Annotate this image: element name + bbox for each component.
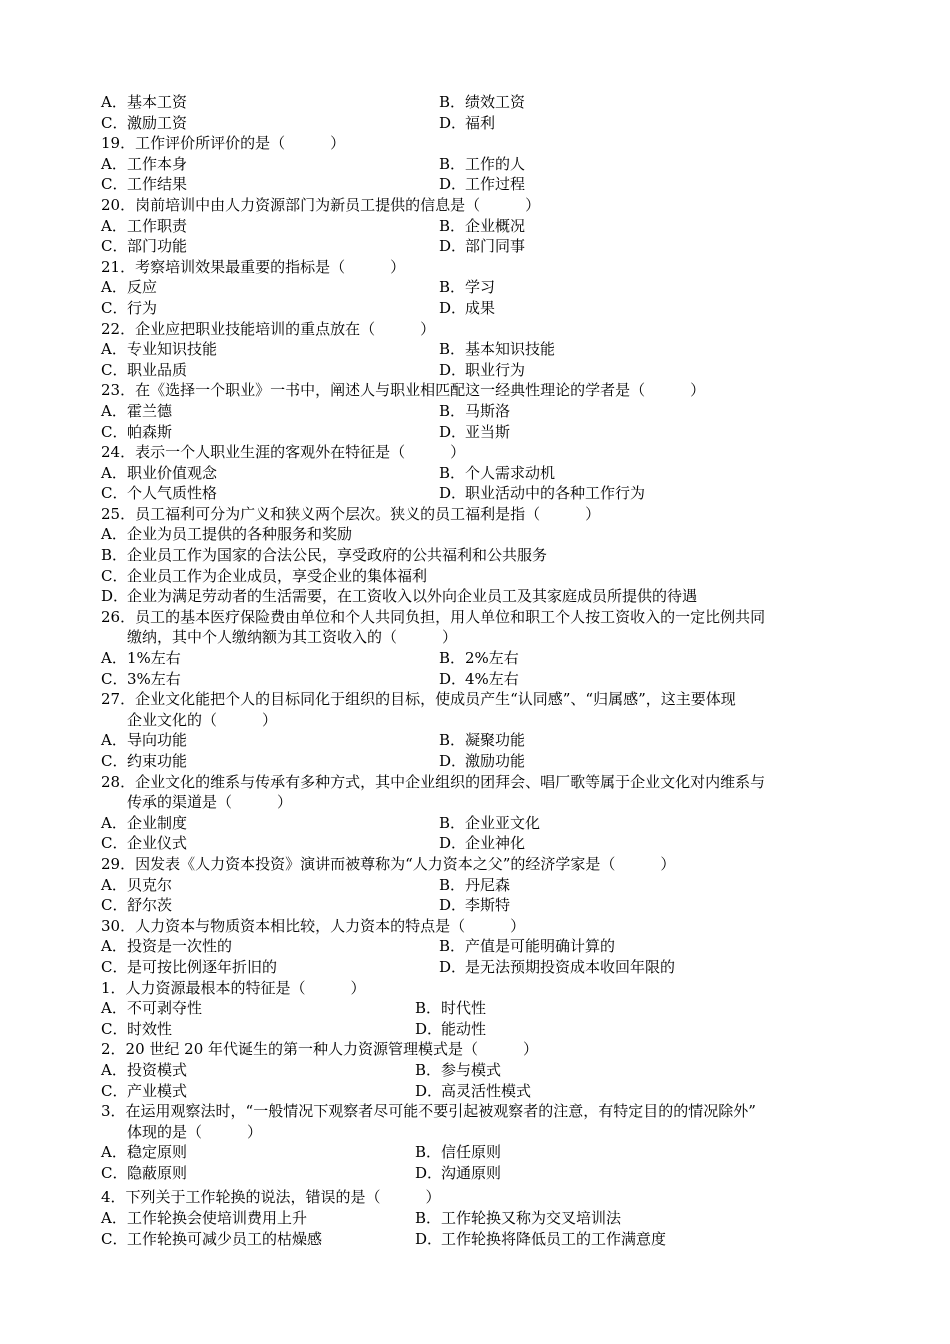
- answer-option: [439, 92, 525, 113]
- answer-option: [101, 216, 439, 237]
- answer-option: [415, 1081, 531, 1102]
- answer-option: [101, 483, 439, 504]
- option-text: 工作本身: [127, 154, 188, 173]
- answer-option: [101, 360, 439, 381]
- answer-option: [101, 339, 439, 360]
- option-letter: C．: [101, 1081, 128, 1100]
- option-letter: D．: [439, 422, 467, 441]
- question-stem-continued: 体现的是（ ）: [127, 1122, 263, 1141]
- option-row: [101, 813, 861, 834]
- question-stem: 29．因发表《人力资本投资》演讲而被尊称为“人力资本之父”的经济学家是（ ）: [101, 854, 676, 873]
- answer-option: [439, 422, 510, 443]
- option-row: [101, 1060, 861, 1081]
- option-text: 亚当斯: [465, 422, 511, 441]
- option-text: 稳定原则: [127, 1143, 188, 1162]
- option-text: 企业亚文化: [465, 813, 541, 832]
- question-stem: 4．下列关于工作轮换的说法，错误的是（ ）: [101, 1188, 441, 1207]
- question-stem: 1．人力资源最根本的特征是（ ）: [101, 978, 366, 997]
- option-text: 职业价值观念: [127, 463, 218, 482]
- option-text: 工作轮换又称为交叉培训法: [441, 1209, 622, 1228]
- question-stem: 21．考察培训效果最重要的指标是（ ）: [101, 257, 406, 276]
- answer-option: [101, 648, 439, 669]
- option-letter: A．: [101, 999, 127, 1018]
- answer-option: [439, 216, 525, 237]
- option-letter: C．: [101, 175, 128, 194]
- option-text: 行为: [127, 298, 158, 317]
- question-stem: 19．工作评价所评价的是（ ）: [101, 134, 346, 153]
- option-letter: C．: [101, 957, 128, 976]
- option-letter: D．: [439, 669, 467, 688]
- answer-option: [101, 298, 439, 319]
- answer-option: [415, 1163, 501, 1184]
- option-row: [101, 875, 861, 896]
- option-text: 是无法预期投资成本收回年限的: [465, 957, 676, 976]
- option-letter: D．: [439, 957, 467, 976]
- option-letter: D．: [415, 1229, 443, 1248]
- option-letter: B．: [415, 1143, 442, 1162]
- option-letter: A．: [101, 1209, 127, 1228]
- question-stem: 22．企业应把职业技能培训的重点放在（ ）: [101, 319, 436, 338]
- option-row: [101, 1142, 861, 1163]
- answer-option: [101, 113, 439, 134]
- option-text: 工作过程: [465, 175, 526, 194]
- option-letter: C．: [101, 566, 128, 585]
- option-letter: D．: [439, 113, 467, 132]
- option-row: [101, 422, 861, 443]
- option-letter: C．: [101, 1229, 128, 1248]
- option-text: 基本工资: [127, 93, 188, 111]
- option-text: 沟通原则: [441, 1163, 502, 1182]
- answer-option: [439, 401, 510, 422]
- option-text: 参与模式: [441, 1060, 502, 1079]
- option-text: 部门功能: [127, 237, 188, 256]
- answer-option: [439, 174, 525, 195]
- option-letter: C．: [101, 1019, 128, 1038]
- option-row: [101, 1163, 861, 1184]
- option-letter: D．: [415, 1019, 443, 1038]
- answer-option: [101, 875, 439, 896]
- answer-option: [101, 277, 439, 298]
- answer-option: [439, 833, 525, 854]
- option-letter: A．: [101, 154, 127, 173]
- option-letter: A．: [101, 813, 127, 832]
- option-letter: B．: [439, 216, 466, 235]
- option-letter: A．: [101, 875, 127, 894]
- answer-option: [101, 463, 439, 484]
- question-stem-continued: 传承的渠道是（ ）: [127, 793, 293, 812]
- option-text: 工作轮换将降低员工的工作满意度: [441, 1229, 667, 1248]
- option-text: 个人需求动机: [465, 463, 556, 482]
- answer-option: [101, 524, 861, 545]
- option-text: 职业行为: [465, 360, 526, 379]
- question-stem: 28．企业文化的维系与传承有多种方式，其中企业组织的团拜会、唱厂歌等属于企业文化对内维系与: [101, 772, 766, 791]
- option-text: 2%左右: [465, 649, 519, 668]
- option-letter: A．: [101, 93, 127, 111]
- answer-option: [101, 998, 415, 1019]
- question-stem: 30．人力资本与物质资本相比较，人力资本的特点是（ ）: [101, 916, 526, 935]
- option-letter: B．: [415, 999, 442, 1018]
- option-text: 凝聚功能: [465, 731, 526, 750]
- option-row: [101, 1019, 861, 1040]
- option-text: 约束功能: [127, 752, 188, 770]
- answer-option: [439, 648, 519, 669]
- option-text: 专业知识技能: [127, 340, 218, 359]
- answer-option: [439, 113, 495, 134]
- exam-document: [101, 92, 861, 1249]
- option-letter: D．: [439, 834, 467, 853]
- option-row: [101, 483, 861, 504]
- option-text: 产业模式: [127, 1081, 188, 1100]
- answer-option: [101, 751, 439, 772]
- answer-option: [101, 1060, 415, 1081]
- option-letter: D．: [439, 360, 467, 379]
- option-letter: C．: [101, 1163, 128, 1182]
- answer-option: [101, 813, 439, 834]
- option-letter: A．: [101, 731, 127, 750]
- option-letter: C．: [101, 298, 128, 317]
- option-letter: D．: [415, 1081, 443, 1100]
- option-row: [101, 360, 861, 381]
- option-text: 成果: [465, 298, 496, 317]
- answer-option: [101, 1081, 415, 1102]
- option-text: 工作职责: [127, 216, 188, 235]
- option-text: 时代性: [441, 999, 487, 1018]
- answer-option: [101, 154, 439, 175]
- option-text: 投资是一次性的: [127, 937, 233, 956]
- option-row: [101, 174, 861, 195]
- option-row: [101, 401, 861, 422]
- option-text: 职业品质: [127, 360, 188, 379]
- option-text: 马斯洛: [465, 401, 511, 420]
- option-row: [101, 339, 861, 360]
- answer-option: [101, 730, 439, 751]
- option-text: 投资模式: [127, 1060, 188, 1079]
- answer-option: [439, 339, 555, 360]
- option-letter: C．: [101, 484, 128, 503]
- option-text: 丹尼森: [465, 875, 511, 894]
- option-letter: A．: [101, 937, 127, 956]
- option-letter: B．: [439, 463, 466, 482]
- option-letter: C．: [101, 834, 128, 853]
- option-letter: B．: [415, 1209, 442, 1228]
- option-letter: C．: [101, 360, 128, 379]
- answer-option: [101, 401, 439, 422]
- option-row: [101, 1208, 861, 1229]
- option-text: 基本知识技能: [465, 340, 556, 359]
- option-letter: A．: [101, 1060, 127, 1079]
- answer-option: [101, 422, 439, 443]
- option-text: 时效性: [127, 1019, 173, 1038]
- option-letter: A．: [101, 278, 127, 297]
- option-text: 信任原则: [441, 1143, 502, 1162]
- answer-option: [101, 1229, 415, 1250]
- answer-option: [101, 669, 439, 690]
- option-text: 工作结果: [127, 175, 188, 194]
- option-text: 部门同事: [465, 237, 526, 256]
- option-letter: B．: [415, 1060, 442, 1079]
- option-letter: A．: [101, 401, 127, 420]
- answer-option: [415, 1229, 666, 1250]
- option-letter: A．: [101, 463, 127, 482]
- option-letter: B．: [439, 93, 466, 111]
- option-row: [101, 730, 861, 751]
- option-letter: C．: [101, 896, 128, 915]
- option-letter: A．: [101, 1143, 127, 1162]
- answer-option: [415, 1019, 486, 1040]
- answer-option: [439, 360, 525, 381]
- question-stem-continued: 缴纳，其中个人缴纳额为其工资收入的（ ）: [127, 628, 458, 647]
- answer-option: [439, 236, 525, 257]
- option-row: [101, 648, 861, 669]
- option-letter: B．: [439, 937, 466, 956]
- option-row: [101, 895, 861, 916]
- answer-option: [439, 277, 495, 298]
- question-stem: 20．岗前培训中由人力资源部门为新员工提供的信息是（ ）: [101, 195, 541, 214]
- answer-option: [101, 895, 439, 916]
- option-letter: D．: [439, 298, 467, 317]
- option-text: 企业员工作为国家的合法公民，享受政府的公共福利和公共服务: [127, 546, 548, 565]
- option-letter: B．: [439, 401, 466, 420]
- option-row: [101, 1081, 861, 1102]
- answer-option: [101, 566, 861, 587]
- option-text: 李斯特: [465, 896, 511, 915]
- option-row: [101, 154, 861, 175]
- answer-option: [439, 936, 615, 957]
- question-stem: 26．员工的基本医疗保险费由单位和个人共同负担，用人单位和职工个人按工资收入的一定比例共同: [101, 607, 766, 626]
- option-text: 工作的人: [465, 154, 526, 173]
- option-row: [101, 216, 861, 237]
- option-letter: D．: [439, 484, 467, 503]
- option-letter: C．: [101, 113, 128, 132]
- option-text: 导向功能: [127, 731, 188, 750]
- answer-option: [439, 751, 525, 772]
- option-row: [101, 1229, 861, 1250]
- option-letter: D．: [101, 587, 129, 606]
- option-letter: B．: [101, 546, 128, 565]
- option-row: [101, 751, 861, 772]
- option-row: [101, 113, 861, 134]
- question-stem: 24．表示一个人职业生涯的客观外在特征是（ ）: [101, 443, 466, 462]
- question-stem: 2．20 世纪 20 年代诞生的第一种人力资源管理模式是（ ）: [101, 1040, 539, 1059]
- option-row: [101, 833, 861, 854]
- answer-option: [101, 936, 439, 957]
- option-text: 舒尔茨: [127, 896, 173, 915]
- option-letter: B．: [439, 875, 466, 894]
- option-row: [101, 92, 861, 113]
- option-text: 隐蔽原则: [127, 1163, 188, 1182]
- option-letter: D．: [439, 175, 467, 194]
- question-stem-continued: 企业文化的（ ）: [127, 710, 278, 729]
- answer-option: [101, 1163, 415, 1184]
- option-text: 企业神化: [465, 834, 526, 853]
- question-stem: 3．在运用观察法时，“一般情况下观察者尽可能不要引起被观察者的注意，有特定目的的情况除外”: [101, 1102, 756, 1121]
- option-letter: B．: [439, 649, 466, 668]
- answer-option: [439, 669, 519, 690]
- option-letter: B．: [439, 340, 466, 359]
- option-text: 学习: [465, 278, 496, 297]
- answer-option: [439, 875, 510, 896]
- option-row: [101, 936, 861, 957]
- option-letter: D．: [415, 1163, 443, 1182]
- question-stem: 23．在《选择一个职业》一书中，阐述人与职业相匹配这一经典性理论的学者是（ ）: [101, 381, 706, 400]
- option-text: 企业制度: [127, 813, 188, 832]
- option-text: 产值是可能明确计算的: [465, 937, 616, 956]
- option-text: 激励功能: [465, 752, 526, 770]
- question-stem: 25．员工福利可分为广义和狭义两个层次。狭义的员工福利是指（ ）: [101, 504, 601, 523]
- answer-option: [101, 957, 439, 978]
- option-row: [101, 298, 861, 319]
- option-letter: A．: [101, 525, 127, 544]
- option-text: 职业活动中的各种工作行为: [465, 484, 646, 503]
- option-text: 不可剥夺性: [127, 999, 203, 1018]
- option-text: 企业员工作为企业成员，享受企业的集体福利: [127, 566, 428, 585]
- answer-option: [101, 1019, 415, 1040]
- option-row: [101, 998, 861, 1019]
- option-letter: A．: [101, 216, 127, 235]
- option-text: 个人气质性格: [127, 484, 218, 503]
- option-letter: C．: [101, 237, 128, 256]
- answer-option: [101, 586, 861, 607]
- answer-option: [439, 463, 555, 484]
- question-stem: 27．企业文化能把个人的目标同化于组织的目标，使成员产生“认同感”、“归属感”，这主要体现: [101, 690, 736, 709]
- answer-option: [439, 813, 540, 834]
- answer-option: [101, 545, 861, 566]
- option-letter: D．: [439, 237, 467, 256]
- option-text: 是可按比例逐年折旧的: [127, 957, 278, 976]
- answer-option: [439, 895, 510, 916]
- option-row: [101, 277, 861, 298]
- option-text: 高灵活性模式: [441, 1081, 532, 1100]
- answer-option: [101, 833, 439, 854]
- answer-option: [439, 298, 495, 319]
- answer-option: [101, 236, 439, 257]
- option-row: [101, 957, 861, 978]
- option-letter: B．: [439, 731, 466, 750]
- option-text: 企业仪式: [127, 834, 188, 853]
- answer-option: [101, 1208, 415, 1229]
- option-text: 霍兰德: [127, 401, 173, 420]
- option-text: 福利: [465, 113, 496, 132]
- option-letter: B．: [439, 278, 466, 297]
- option-letter: D．: [439, 896, 467, 915]
- answer-option: [415, 1208, 621, 1229]
- option-letter: C．: [101, 752, 128, 770]
- option-text: 帕森斯: [127, 422, 173, 441]
- answer-option: [415, 1142, 501, 1163]
- option-text: 工作轮换会使培训费用上升: [127, 1209, 308, 1228]
- option-text: 工作轮换可减少员工的枯燥感: [127, 1229, 323, 1248]
- option-text: 激励工资: [127, 113, 188, 132]
- option-letter: C．: [101, 669, 128, 688]
- option-letter: C．: [101, 422, 128, 441]
- answer-option: [101, 92, 439, 113]
- option-text: 4%左右: [465, 669, 519, 688]
- option-letter: B．: [439, 813, 466, 832]
- answer-option: [101, 1142, 415, 1163]
- answer-option: [415, 998, 486, 1019]
- answer-option: [101, 174, 439, 195]
- option-letter: B．: [439, 154, 466, 173]
- answer-option: [415, 1060, 501, 1081]
- answer-option: [439, 957, 675, 978]
- answer-option: [439, 154, 525, 175]
- option-row: [101, 236, 861, 257]
- option-text: 3%左右: [127, 669, 181, 688]
- answer-option: [439, 483, 645, 504]
- option-text: 贝克尔: [127, 875, 173, 894]
- option-row: [101, 463, 861, 484]
- option-text: 企业为员工提供的各种服务和奖励: [127, 525, 353, 544]
- option-text: 1%左右: [127, 649, 181, 668]
- option-letter: D．: [439, 752, 467, 770]
- option-text: 能动性: [441, 1019, 487, 1038]
- option-letter: A．: [101, 340, 127, 359]
- option-text: 绩效工资: [465, 93, 526, 111]
- option-row: [101, 669, 861, 690]
- option-letter: A．: [101, 649, 127, 668]
- option-text: 反应: [127, 278, 158, 297]
- option-text: 企业概况: [465, 216, 526, 235]
- option-text: 企业为满足劳动者的生活需要，在工资收入以外向企业员工及其家庭成员所提供的待遇: [127, 587, 698, 606]
- answer-option: [439, 730, 525, 751]
